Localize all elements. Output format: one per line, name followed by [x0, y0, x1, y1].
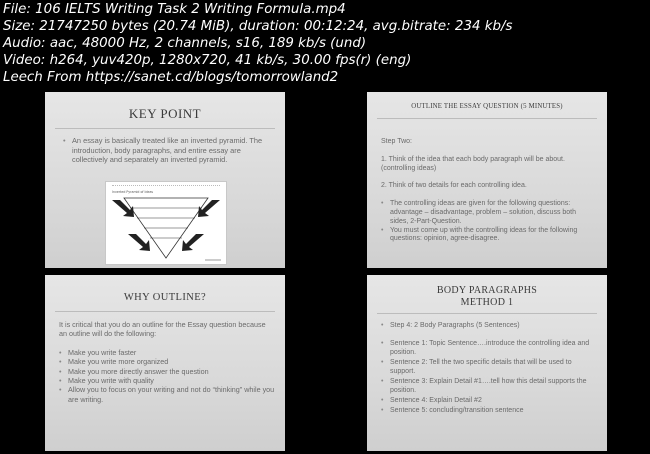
title-divider	[55, 128, 275, 129]
list-item: • Make you write faster	[59, 348, 275, 357]
pyramid-diagram	[106, 182, 226, 264]
title-divider	[377, 118, 597, 119]
title-line-one: BODY PARAGRAPHS	[436, 285, 538, 296]
slide-title	[367, 285, 607, 309]
list-item: • Allow you to focus on your writing and not do “thinking” while you are writing.	[59, 385, 275, 404]
list-item: • Sentence 5: concluding/transition sentence	[381, 406, 597, 415]
doc-heading: Inverted Pyramid of Ideas	[112, 190, 154, 194]
point-two: 2. Think of two details for each controlling idea.	[381, 182, 527, 190]
bullet-text: • An essay is basically treated like an inverted pyramid. The introduction, body paragraphs, and entire essay are collectively and separately an inverted pyramid.	[63, 136, 271, 165]
step-bullet: • Step 4: 2 Body Paragraphs (5 Sentences)	[381, 321, 597, 330]
slide-body	[59, 320, 275, 404]
list-item: • Make you write more organized	[59, 357, 275, 366]
audio-info-line: Audio: aac, 48000 Hz, 2 channels, s16, 189 kb/s (und)	[3, 36, 367, 51]
step-label: Step Two:	[381, 138, 413, 145]
list-item: • Sentence 3: Explain Detail #1….tell how this detail supports the position.	[381, 377, 597, 395]
list-item: • Sentence 4: Explain Detail #2	[381, 396, 597, 405]
list-item: • Sentence 2: Tell the two specific details that will be used to support.	[381, 358, 597, 376]
inverted-pyramid-document	[105, 181, 227, 265]
slide-body	[381, 321, 597, 415]
bullet-own-ideas: • You must come up with the controlling ideas for the following questions: opinion, agree-disagree.	[381, 227, 595, 245]
list-item: • Sentence 1: Topic Sentence….introduce the controlling idea and position.	[381, 339, 597, 357]
slide-body	[381, 138, 595, 244]
bullet-given-ideas: • The controlling ideas are given for the following questions: advantage – disadvantage, problem – solution, discuss both sides, 2-Part-Question.	[381, 200, 595, 226]
file-info-header	[0, 0, 650, 92]
file-size-line: Size: 21747250 bytes (20.74 MiB), duration: 00:12:24, avg.bitrate: 234 kb/s	[3, 19, 513, 34]
doc-footer-mark	[205, 259, 221, 261]
slide-body	[63, 136, 271, 165]
list-item: • Make you more directly answer the question	[59, 367, 275, 376]
thumbnail-why-outline	[45, 275, 285, 451]
leech-source-line: Leech From https://sanet.cd/blogs/tomorrowland2	[3, 70, 339, 85]
slide-title: WHY OUTLINE?	[123, 292, 207, 303]
slide-title: KEY POINT	[128, 106, 202, 121]
title-divider	[377, 313, 597, 314]
file-name-line: File: 106 IELTS Writing Task 2 Writing Formula.mp4	[3, 2, 346, 17]
intro-text: It is critical that you do an outline for the Essay question because an outline will do the following:	[59, 320, 266, 339]
thumbnail-key-point	[45, 92, 285, 268]
list-item: • Make you write with quality	[59, 376, 275, 385]
title-divider	[55, 311, 275, 312]
video-info-line: Video: h264, yuv420p, 1280x720, 41 kb/s, 30.00 fps(r) (eng)	[3, 53, 412, 68]
title-line-two: METHOD 1	[460, 297, 514, 308]
thumbnail-outline-essay-question	[367, 92, 607, 268]
point-one: 1. Think of the idea that each body paragraph will be about. (controlling ideas)	[381, 155, 565, 172]
slide-title: OUTLINE THE ESSAY QUESTION (5 MINUTES)	[411, 103, 563, 110]
thumbnail-body-paragraphs	[367, 275, 607, 451]
